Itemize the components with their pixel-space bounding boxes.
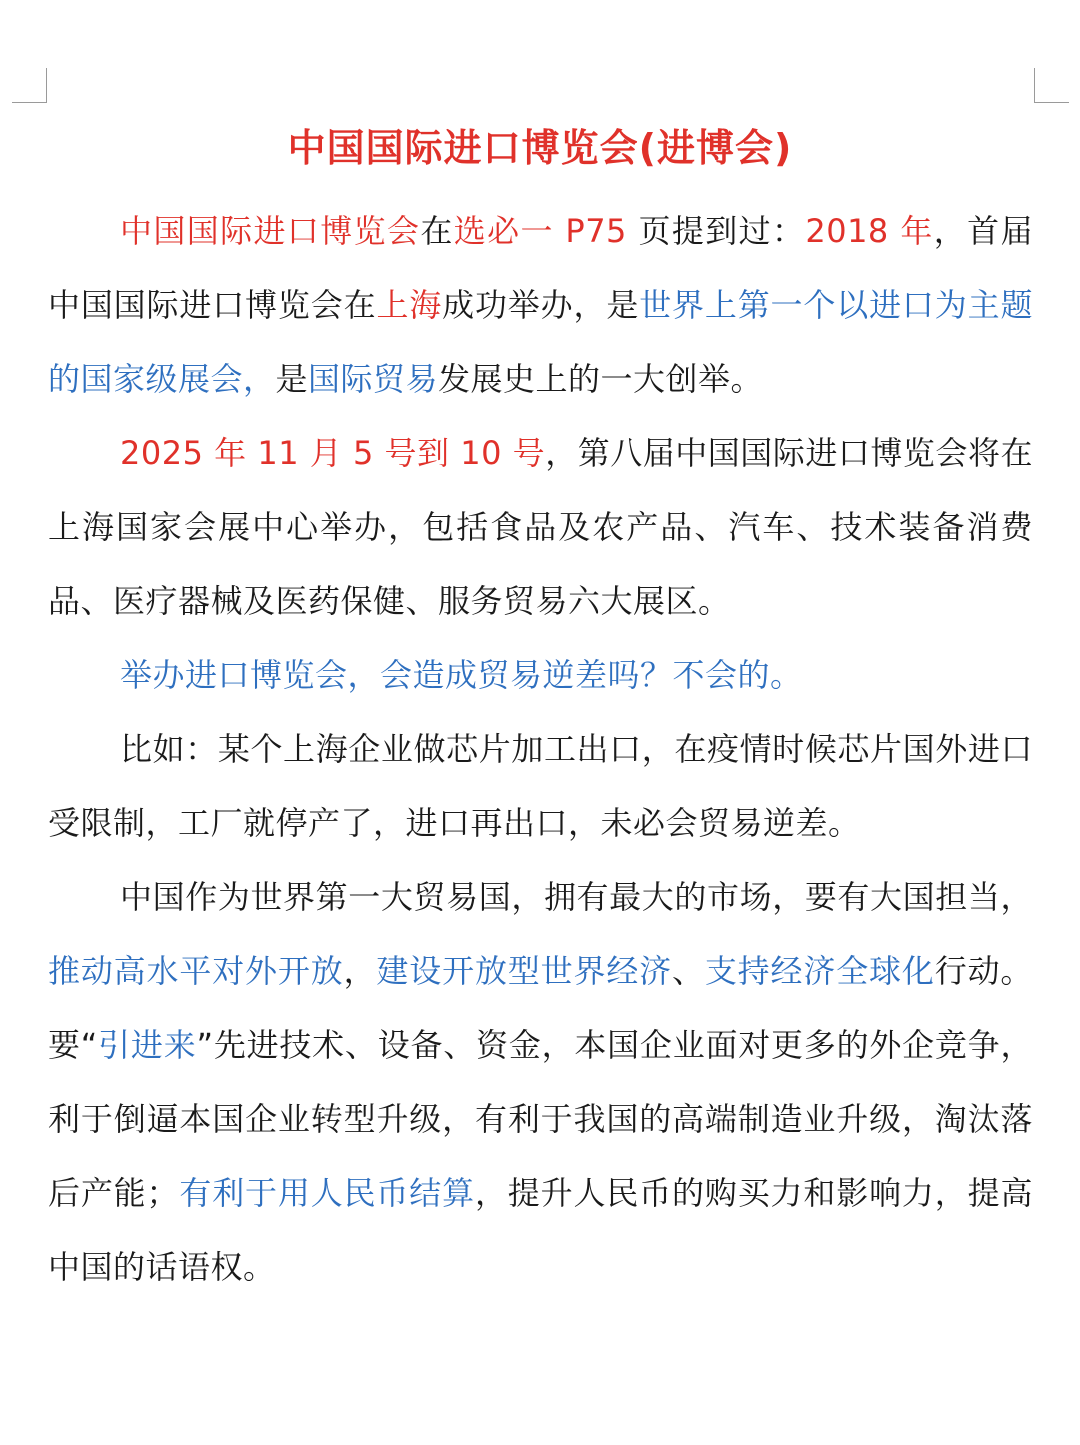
- text-run: ，第八届中国国际进口博览会将在上海国家会展中心举办，包括食品及农产品、汽车、技术装备消费品、医疗器械及医药保健、服务贸易六大展区。: [48, 434, 1033, 620]
- text-run: 引进来: [97, 1026, 197, 1064]
- paragraph-intro: [48, 194, 1033, 416]
- text-run: 世界上第一个以进口为主题的国家级展会，: [48, 286, 1033, 398]
- text-run: 2025 年 11 月 5 号到 10 号: [120, 434, 546, 472]
- text-run: ”先进技术、设备、资金，本国企业面对更多的外企竞争，利于倒逼本国企业转型升级，有利于我国的高端制造业升级，淘汰落后产能；: [48, 1026, 1033, 1212]
- text-run: 发展史上的一大创举。: [438, 360, 764, 398]
- text-run: 是: [275, 360, 309, 398]
- document-body: [48, 194, 1033, 1304]
- text-run: 选必一 P75: [453, 212, 627, 250]
- text-run: 有利于用人民币结算: [179, 1174, 475, 1212]
- text-run: 上海: [376, 286, 443, 324]
- text-run: 、: [672, 952, 705, 990]
- paragraph-question: [48, 638, 1033, 712]
- document-title: 中国国际进口博览会(进博会): [287, 126, 793, 170]
- text-run: 支持经济全球化: [704, 952, 935, 990]
- page-corner-mark-top-left: [12, 68, 47, 103]
- text-run: 举办进口博览会，会造成贸易逆差吗？不会的。: [120, 656, 803, 694]
- paragraph-example: [48, 712, 1033, 860]
- text-run: 成功举办，是: [442, 286, 640, 324]
- text-run: ，提升人民币的购买力和影响力，提高中国的话语权。: [48, 1174, 1033, 1286]
- page-corner-mark-top-right: [1034, 68, 1069, 103]
- text-run: 建设开放型世界经济: [376, 952, 672, 990]
- text-run: 推动高水平对外开放: [48, 952, 344, 990]
- text-run: 国际贸易: [308, 360, 439, 398]
- text-run: 中国国际进口博览会: [120, 212, 421, 250]
- text-run: ，首届中国国际进口博览会在: [48, 212, 1033, 324]
- text-run: 2018 年: [805, 212, 934, 250]
- text-run: 在: [420, 212, 454, 250]
- text-run: ，: [343, 952, 377, 990]
- text-run: 行动。要“: [48, 952, 1033, 1064]
- paragraph-expo-2025: [48, 416, 1033, 638]
- text-run: 比如：某个上海企业做芯片加工出口，在疫情时候芯片国外进口受限制，工厂就停产了，进口再出口，未必会贸易逆差。: [48, 730, 1033, 842]
- text-run: 中国作为世界第一大贸易国，拥有最大的市场，要有大国担当，: [120, 878, 1033, 916]
- paragraph-conclusion: [48, 860, 1033, 1304]
- text-run: 页提到过：: [626, 212, 806, 250]
